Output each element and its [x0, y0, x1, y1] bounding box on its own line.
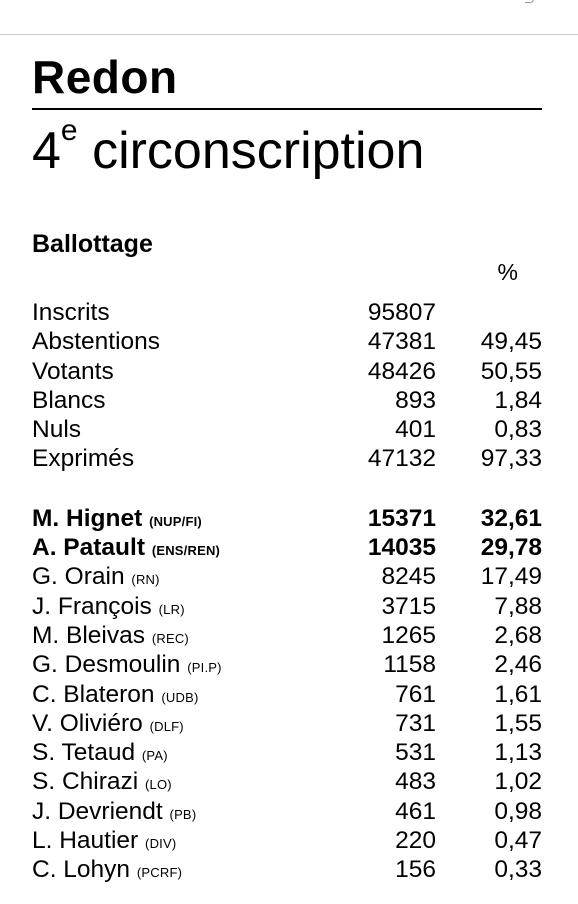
candidate-pct: 0,98	[494, 797, 542, 825]
candidate-party: LO	[149, 777, 168, 793]
candidate-name-cell	[32, 767, 172, 799]
candidate-party: NUP/FI	[153, 513, 198, 529]
party-close: )	[197, 513, 202, 529]
party-close: )	[167, 777, 172, 793]
candidate-pct: 1,02	[494, 768, 542, 796]
party-close: )	[215, 543, 221, 559]
stat-count: 47381	[367, 328, 436, 356]
party-close: )	[163, 748, 168, 764]
candidate-party: DIV	[149, 836, 172, 852]
title-divider	[32, 108, 542, 110]
stats-row	[32, 357, 542, 386]
candidate-party: LR	[163, 601, 181, 617]
stat-pct: 49,45	[480, 328, 542, 356]
candidate-row	[32, 680, 542, 709]
chevron-icon	[525, 0, 534, 3]
city-title: Redon	[32, 51, 178, 103]
candidate-party: PB	[174, 806, 192, 822]
candidate-row	[32, 650, 542, 679]
table-spacer	[32, 474, 542, 504]
party-close: )	[184, 630, 189, 646]
candidate-row	[32, 504, 542, 533]
candidate-votes: 156	[395, 856, 436, 884]
candidate-name: C. Lohyn	[32, 856, 131, 884]
candidate-votes: 15371	[367, 504, 436, 532]
party-open: (	[145, 777, 150, 793]
party-open: (	[161, 689, 166, 705]
circ-number: 4	[32, 122, 61, 180]
candidate-pct: 2,68	[494, 621, 542, 649]
stat-count: 401	[395, 416, 436, 444]
candidate-votes: 731	[395, 709, 436, 737]
stat-pct: 1,84	[494, 386, 542, 414]
candidate-pct: 32,61	[480, 504, 542, 532]
party-open: (	[187, 660, 192, 676]
candidate-party: REC	[156, 630, 185, 646]
party-close: )	[191, 806, 197, 822]
candidate-party: PA	[146, 748, 164, 764]
candidate-votes: 14035	[367, 534, 436, 562]
top-divider	[0, 34, 578, 35]
party-open: (	[141, 748, 147, 764]
candidate-votes: 3715	[381, 592, 436, 620]
candidate-row	[32, 621, 542, 650]
party-open: (	[151, 630, 157, 646]
candidate-party: RN	[135, 572, 156, 588]
stats-row	[32, 415, 542, 444]
candidate-votes: 1158	[383, 651, 436, 679]
party-close: )	[155, 572, 160, 588]
candidate-row	[32, 855, 542, 884]
candidate-party: PI.P	[191, 660, 218, 676]
results-table	[32, 298, 542, 885]
party-open: (	[149, 513, 154, 529]
candidate-name: V. Oliviéro	[32, 709, 143, 737]
stat-label: Nuls	[32, 416, 82, 444]
candidate-pct: 17,49	[480, 563, 542, 591]
candidate-name: G. Orain	[32, 563, 125, 591]
stat-label: Blancs	[32, 386, 106, 414]
candidate-name: M. Hignet	[32, 504, 143, 532]
candidate-name-cell	[32, 709, 184, 741]
circ-text: circonscription	[92, 122, 425, 180]
stats-row	[32, 327, 542, 356]
candidate-votes: 8245	[381, 563, 436, 591]
candidate-pct: 1,13	[494, 739, 542, 767]
party-close: )	[180, 601, 185, 617]
candidate-pct: 2,46	[494, 651, 542, 679]
stat-count: 893	[395, 386, 436, 414]
party-open: (	[169, 806, 175, 822]
stat-pct: 0,83	[494, 416, 542, 444]
party-close: )	[179, 718, 184, 734]
stat-label: Inscrits	[32, 299, 110, 326]
stat-count: 95807	[367, 299, 436, 326]
stat-label: Exprimés	[32, 445, 135, 473]
candidate-name: G. Desmoulin	[32, 651, 181, 679]
candidate-name: L. Hautier	[32, 827, 139, 855]
candidate-name: S. Tetaud	[32, 739, 136, 767]
candidate-votes: 531	[395, 739, 436, 767]
party-close: )	[171, 836, 177, 852]
section-title: Ballottage	[32, 230, 153, 258]
candidate-votes: 220	[395, 827, 436, 855]
percent-column-header: %	[497, 259, 518, 285]
candidate-votes: 1265	[381, 621, 436, 649]
candidate-name: J. Devriendt	[32, 797, 163, 825]
circ-superscript: e	[60, 114, 78, 147]
party-open: (	[136, 865, 142, 881]
candidate-pct: 0,47	[494, 827, 542, 855]
candidate-name: J. François	[32, 592, 152, 620]
candidate-party: PCRF	[141, 865, 178, 881]
candidate-votes: 483	[395, 768, 436, 796]
party-open: (	[158, 601, 164, 617]
candidate-pct: 7,88	[494, 592, 542, 620]
party-open: (	[131, 572, 136, 588]
candidate-name-cell	[32, 650, 222, 682]
stat-pct: 97,33	[480, 445, 542, 473]
party-open: (	[145, 836, 150, 852]
party-close: )	[177, 865, 183, 881]
candidate-pct: 1,61	[494, 680, 542, 708]
candidate-name-cell	[32, 738, 168, 770]
candidate-party: ENS/REN	[156, 543, 216, 559]
candidate-name-cell	[32, 533, 220, 565]
candidate-row	[32, 592, 542, 621]
stats-row	[32, 386, 542, 415]
party-open: (	[151, 543, 157, 559]
candidate-row	[32, 709, 542, 738]
party-close: )	[217, 660, 222, 676]
candidate-name-cell	[32, 562, 160, 594]
candidate-party: UDB	[165, 689, 194, 705]
candidate-name-cell	[32, 621, 189, 653]
circonscription-heading	[32, 114, 425, 182]
stat-count: 48426	[367, 357, 436, 385]
candidate-votes: 761	[395, 680, 436, 708]
candidate-name: M. Bleivas	[32, 621, 146, 649]
candidate-name-cell	[32, 855, 182, 887]
candidate-name-cell	[32, 592, 185, 624]
stat-label: Abstentions	[32, 328, 161, 356]
candidate-row	[32, 797, 542, 826]
candidate-pct: 1,55	[494, 709, 542, 737]
candidate-pct: 0,33	[494, 856, 542, 884]
candidate-name-cell	[32, 826, 176, 858]
stats-row	[32, 298, 542, 327]
candidate-name: S. Chirazi	[32, 768, 139, 796]
stat-count: 47132	[367, 445, 436, 473]
candidate-name-cell	[32, 504, 202, 536]
candidate-name: C. Blateron	[32, 680, 155, 708]
candidate-row	[32, 826, 542, 855]
party-open: (	[149, 718, 155, 734]
candidate-row	[32, 738, 542, 767]
candidate-party: DLF	[154, 718, 180, 734]
party-close: )	[193, 689, 199, 705]
stat-label: Votants	[32, 357, 114, 385]
candidate-name: A. Patault	[32, 534, 145, 562]
candidate-row	[32, 533, 542, 562]
candidate-row	[32, 767, 542, 796]
candidate-name-cell	[32, 797, 196, 829]
candidate-pct: 29,78	[480, 534, 542, 562]
stats-row	[32, 444, 542, 473]
candidate-name-cell	[32, 680, 199, 712]
stat-pct: 50,55	[480, 357, 542, 385]
candidate-row	[32, 562, 542, 591]
candidate-votes: 461	[395, 797, 436, 825]
